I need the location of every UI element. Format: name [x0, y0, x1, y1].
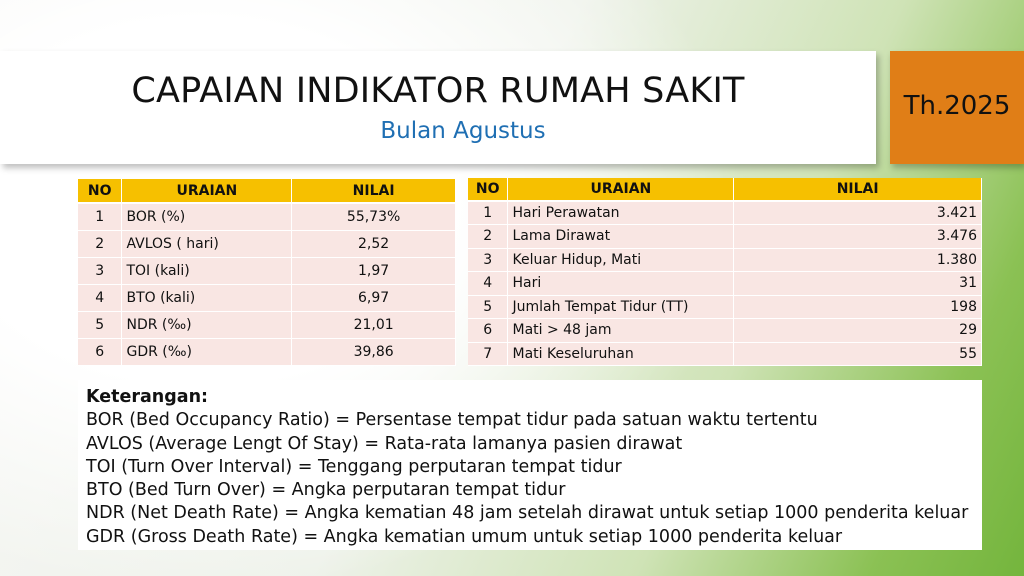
- cell-no: 1: [78, 203, 122, 230]
- cell-no: 1: [468, 201, 508, 225]
- cell-no: 3: [78, 257, 122, 284]
- header-no: NO: [468, 178, 508, 201]
- note-line-ndr: NDR (Net Death Rate) = Angka kematian 48 jam setelah dirawat untuk setiap 1000 penderita keluar: [86, 503, 969, 524]
- table-row: [468, 342, 982, 366]
- table-row: [468, 225, 982, 249]
- cell-uraian: NDR (‰): [122, 311, 292, 338]
- cell-nilai: 21,01: [292, 311, 456, 338]
- cell-no: 3: [468, 248, 508, 272]
- note-line-toi: TOI (Turn Over Interval) = Tenggang perputaran tempat tidur: [86, 456, 622, 477]
- table-row: [78, 338, 456, 365]
- table-row: [468, 248, 982, 272]
- table-row: [78, 230, 456, 257]
- cell-no: 5: [468, 295, 508, 319]
- cell-uraian: Hari Perawatan: [508, 201, 734, 225]
- cell-nilai: 55: [734, 342, 982, 366]
- note-line-bto: BTO (Bed Turn Over) = Angka perputaran tempat tidur: [86, 480, 566, 501]
- cell-no: 2: [468, 225, 508, 249]
- cell-no: 2: [78, 230, 122, 257]
- cell-nilai: 39,86: [292, 338, 456, 365]
- table-row: [468, 295, 982, 319]
- cell-nilai: 1,97: [292, 257, 456, 284]
- year-badge: [890, 51, 1024, 164]
- indicator-table-left: [78, 179, 456, 366]
- cell-no: 7: [468, 342, 508, 366]
- page-subtitle: Bulan Agustus: [380, 118, 546, 144]
- cell-uraian: Mati > 48 jam: [508, 319, 734, 343]
- note-line-avlos: AVLOS (Average Lengt Of Stay) = Rata-rata lamanya pasien dirawat: [86, 433, 683, 454]
- header-uraian: URAIAN: [122, 179, 292, 203]
- table-row: [78, 284, 456, 311]
- cell-nilai: 6,97: [292, 284, 456, 311]
- cell-uraian: Lama Dirawat: [508, 225, 734, 249]
- cell-nilai: 3.476: [734, 225, 982, 249]
- cell-uraian: AVLOS ( hari): [122, 230, 292, 257]
- cell-nilai: 198: [734, 295, 982, 319]
- cell-no: 6: [78, 338, 122, 365]
- cell-no: 4: [468, 272, 508, 296]
- cell-uraian: Keluar Hidup, Mati: [508, 248, 734, 272]
- cell-uraian: BTO (kali): [122, 284, 292, 311]
- header-no: NO: [78, 179, 122, 203]
- cell-uraian: Mati Keseluruhan: [508, 342, 734, 366]
- table-row: [78, 311, 456, 338]
- table-row: [468, 201, 982, 225]
- header-nilai: NILAI: [734, 178, 982, 201]
- cell-no: 4: [78, 284, 122, 311]
- cell-nilai: 55,73%: [292, 203, 456, 230]
- cell-uraian: BOR (%): [122, 203, 292, 230]
- cell-nilai: 3.421: [734, 201, 982, 225]
- cell-nilai: 1.380: [734, 248, 982, 272]
- table-header-row: [468, 178, 982, 201]
- cell-nilai: 29: [734, 319, 982, 343]
- note-line-gdr: GDR (Gross Death Rate) = Angka kematian umum untuk setiap 1000 penderita keluar: [86, 526, 843, 547]
- cell-nilai: 2,52: [292, 230, 456, 257]
- page-title: CAPAIAN INDIKATOR RUMAH SAKIT: [131, 71, 745, 111]
- note-line-bor: BOR (Bed Occupancy Ratio) = Persentase tempat tidur pada satuan waktu tertentu: [86, 410, 818, 431]
- cell-no: 6: [468, 319, 508, 343]
- header-nilai: NILAI: [292, 179, 456, 203]
- cell-uraian: TOI (kali): [122, 257, 292, 284]
- table-row: [468, 272, 982, 296]
- notes-panel: [78, 380, 982, 550]
- cell-uraian: Jumlah Tempat Tidur (TT): [508, 295, 734, 319]
- cell-uraian: GDR (‰): [122, 338, 292, 365]
- header-uraian: URAIAN: [508, 178, 734, 201]
- title-banner: [0, 51, 876, 164]
- cell-nilai: 31: [734, 272, 982, 296]
- indicator-table-right: [468, 178, 982, 366]
- year-label: Th.2025: [903, 91, 1011, 121]
- table-row: [78, 257, 456, 284]
- notes-heading: Keterangan:: [86, 387, 209, 407]
- table-header-row: [78, 179, 456, 203]
- cell-no: 5: [78, 311, 122, 338]
- table-row: [468, 319, 982, 343]
- cell-uraian: Hari: [508, 272, 734, 296]
- table-row: [78, 203, 456, 230]
